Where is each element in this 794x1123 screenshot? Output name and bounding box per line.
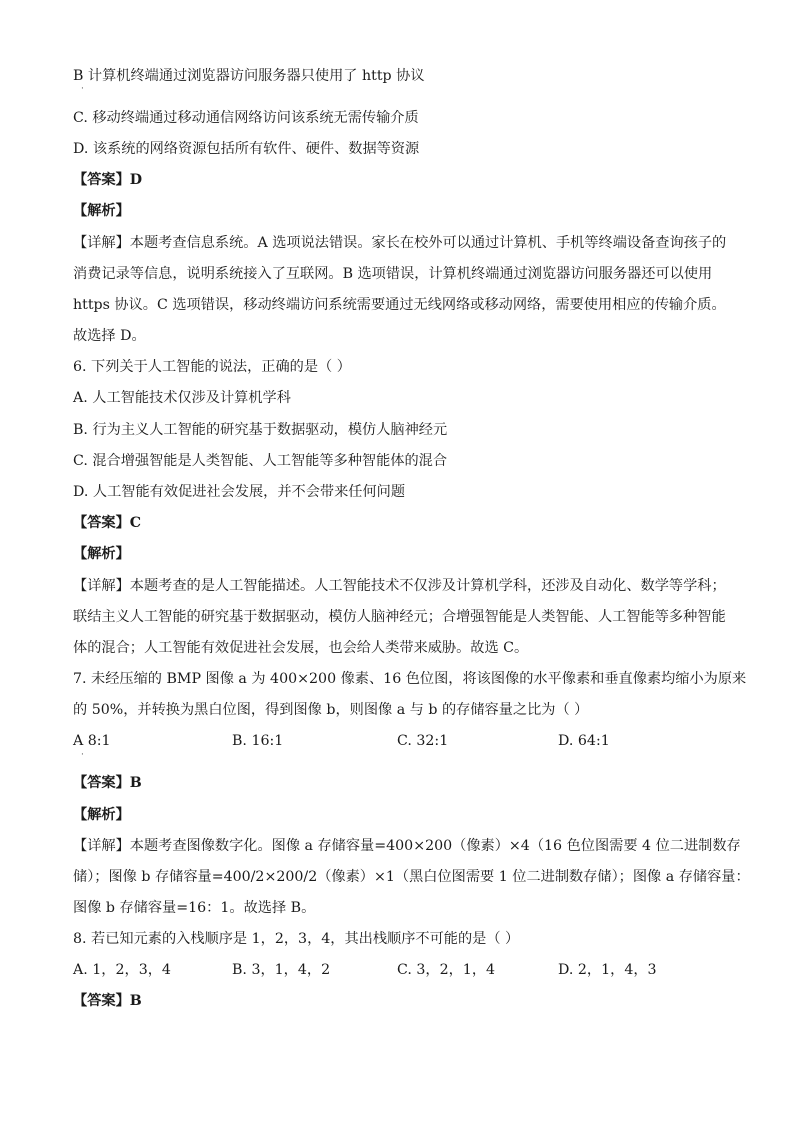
prev-option-c: C. 移动终端通过移动通信网络访问该系统无需传输介质 <box>73 110 419 126</box>
prev-option-d: D. 该系统的网络资源包括所有软件、硬件、数据等资源 <box>73 141 420 157</box>
q7-detail-line: 储）；图像 b 存储容量=400/2×200/2（像素）×1（黑白位图需要 1 位二进制数存储）；图像 a 存储容量： <box>73 869 750 885</box>
q6-stem: 6. 下列关于人工智能的说法，正确的是（ ） <box>73 359 351 375</box>
prev-detail-line: https 协议。C 选项错误，移动终端访问系统需要通过无线网络或移动网络，需要使用相应的传输介质。 <box>73 297 726 313</box>
prev-answer: 【答案】D <box>73 172 143 188</box>
q6-detail-line: 【详解】本题考查的是人工智能描述。人工智能技术不仅涉及计算机学科，还涉及自动化、数学等学科； <box>73 578 726 594</box>
q7-answer: 【答案】B <box>73 775 142 791</box>
q8-option-c: C. 3，2，1，4 <box>397 962 496 978</box>
q8-option-b: B. 3，1，4，2 <box>232 962 331 978</box>
q6-option-d: D. 人工智能有效促进社会发展，并不会带来任何问题 <box>73 484 406 500</box>
q8-option-d: D. 2，1，4，3 <box>558 962 657 978</box>
prev-detail-line: 故选择 D。 <box>73 328 146 344</box>
q7-stem-line: 7. 未经压缩的 BMP 图像 a 为 400×200 像素、16 色位图，将该图像的水平像素和垂直像素均缩小为原来 <box>73 671 747 687</box>
q7-option-d: D. 64:1 <box>558 733 610 749</box>
q7-options <box>73 731 723 751</box>
prev-detail-line: 消费记录等信息，说明系统接入了互联网。B 选项错误，计算机终端通过浏览器访问服务器还可以使用 <box>73 266 713 282</box>
speck-mark: · <box>81 84 84 94</box>
speck-mark: · <box>81 750 84 760</box>
q7-option-c: C. 32:1 <box>397 733 449 749</box>
q6-analysis-heading: 【解析】 <box>73 546 130 562</box>
q6-option-c: C. 混合增强智能是人类智能、人工智能等多种智能体的混合 <box>73 453 448 469</box>
prev-analysis-heading: 【解析】 <box>73 203 130 219</box>
q7-option-a: A 8:1 <box>73 733 111 749</box>
prev-detail-line: 【详解】本题考查信息系统。A 选项说法错误。家长在校外可以通过计算机、手机等终端设备查询孩子的 <box>73 235 727 251</box>
q8-option-a: A. 1，2，3，4 <box>73 962 171 978</box>
q6-detail-line: 联结主义人工智能的研究基于数据驱动，模仿人脑神经元；合增强智能是人类智能、人工智能等多种智能 <box>73 609 726 625</box>
q7-analysis-heading: 【解析】 <box>73 807 130 823</box>
q6-detail-line: 体的混合；人工智能有效促进社会发展，也会给人类带来威胁。故选 C。 <box>73 640 529 656</box>
q7-detail-line: 【详解】本题考查图像数字化。图像 a 存储容量=400×200（像素）×4（16 色位图需要 4 位二进制数存 <box>73 838 741 854</box>
q8-answer: 【答案】B <box>73 993 142 1009</box>
q7-stem-line: 的 50%，并转换为黑白位图，得到图像 b，则图像 a 与 b 的存储容量之比为（ ） <box>73 702 589 718</box>
q6-option-a: A. 人工智能技术仅涉及计算机学科 <box>73 390 291 406</box>
q7-option-b: B. 16:1 <box>232 733 284 749</box>
q6-option-b: B. 行为主义人工智能的研究基于数据驱动，模仿人脑神经元 <box>73 422 448 438</box>
prev-option-b: B 计算机终端通过浏览器访问服务器只使用了 http 协议 <box>73 68 425 84</box>
q7-detail-line: 图像 b 存储容量=16：1。故选择 B。 <box>73 900 316 916</box>
q6-answer: 【答案】C <box>73 515 142 531</box>
q8-options <box>73 960 723 980</box>
q8-stem: 8. 若已知元素的入栈顺序是 1，2，3，4，其出栈顺序不可能的是（ ） <box>73 931 520 947</box>
